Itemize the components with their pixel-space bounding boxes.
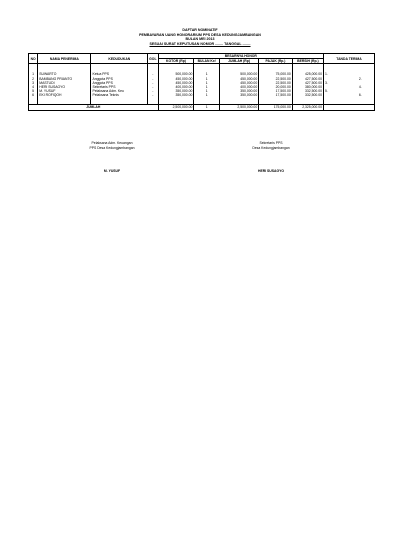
cell-jumlah: 350,000.00 (219, 93, 258, 97)
col-group-honor: BESARNYA HONOR (158, 54, 323, 59)
cell-pajak: 22,500.00 (259, 77, 293, 81)
total-row (29, 104, 375, 110)
total-kotor: 2,500,000.00 (158, 104, 194, 110)
cell-nama: M. YUSUF (38, 89, 91, 93)
cell-no: 2 (29, 77, 38, 81)
cell-nama: BAMBANG PRIANTO (38, 77, 91, 81)
cell-gol: - (148, 89, 158, 93)
cell-bulan: 1 (194, 72, 219, 76)
cell-jumlah: 450,000.00 (219, 77, 258, 81)
signature-left-name: M. YUSUF (103, 169, 121, 174)
cell-pajak: 75,000.00 (259, 72, 293, 76)
col-gol: GOL (148, 54, 158, 64)
cell-tt2: 2. (347, 77, 375, 81)
signature-right-title: Sekretaris PPS (259, 141, 283, 145)
cell-pajak: 17,500.00 (259, 93, 293, 97)
col-no: NO (29, 54, 38, 64)
cell-kedudukan: Pelaksana Teknis (91, 93, 148, 97)
total-jumlah: 2,500,000.00 (219, 104, 258, 110)
total-tanda-terima (324, 104, 375, 110)
cell-bulan: 1 (194, 93, 219, 97)
cell-jumlah: 500,000.00 (219, 72, 258, 76)
cell-kotor: 450,000.00 (158, 77, 194, 81)
cell-kotor: 350,000.00 (158, 93, 194, 97)
cell-pajak: 17,500.00 (259, 89, 293, 93)
cell-nama: HERI SUSAGYO (38, 85, 91, 89)
signature-left-title: Pelaksana Adm. Keuangan (91, 141, 133, 145)
cell-kotor: 350,000.00 (158, 89, 194, 93)
total-bulan: 1 (194, 104, 219, 110)
cell-pajak: 20,000.00 (259, 85, 293, 89)
cell-jumlah: 400,000.00 (219, 85, 258, 89)
cell-kotor: 450,000.00 (158, 81, 194, 85)
cell-tt2: 6. (347, 93, 375, 97)
total-pajak: 175,000.00 (259, 104, 293, 110)
doc-decree: SESUAI SURAT KEPUTUSAN NOMOR ........ TANGGAL ........ (149, 41, 251, 46)
cell-tt1: 1. (324, 72, 347, 76)
doc-period: BULAN MEI 2013 (185, 37, 215, 41)
cell-bulan: 1 (194, 85, 219, 89)
cell-kedudukan: Anggota PPS (91, 77, 148, 81)
cell-kedudukan: Sekretaris PPS (91, 85, 148, 89)
cell-pajak: 22,500.00 (259, 81, 293, 85)
cell-gol: - (148, 77, 158, 81)
cell-no: 3 (29, 81, 38, 85)
cell-kedudukan: Anggota PPS (91, 81, 148, 85)
cell-tt1: 3. (324, 81, 347, 85)
col-kotor: KOTOR (Rp) (158, 59, 194, 64)
cell-kedudukan: Ketua PPS (91, 72, 148, 76)
cell-no: 4 (29, 85, 38, 89)
cell-kedudukan: Pelaksana Adm. Keu (91, 89, 148, 93)
doc-title: DAFTAR NOMINATIF (182, 28, 218, 32)
cell-kotor: 500,000.00 (158, 72, 194, 76)
cell-bersih: 332,500.00 (292, 89, 323, 93)
col-pajak: PAJAK (Rp.) (259, 59, 293, 64)
cell-gol: - (148, 72, 158, 76)
signature-right (231, 141, 311, 174)
signature-right-name: HERI SUSAGYO (258, 169, 284, 174)
cell-no: 6 (29, 93, 38, 97)
cell-nama: MASTUDI (38, 81, 91, 85)
total-bersih: 2,325,000.00 (292, 104, 323, 110)
cell-nama: EKI ROFIQOH (38, 93, 91, 97)
cell-jumlah: 450,000.00 (219, 81, 258, 85)
cell-gol: - (148, 85, 158, 89)
cell-nama: SUWARTO (38, 72, 91, 76)
signature-left (72, 141, 152, 174)
cell-jumlah: 350,000.00 (219, 89, 258, 93)
cell-tt2: 4. (347, 85, 375, 89)
col-nama: NAMA PENERIMA (38, 54, 91, 64)
cell-no: 5 (29, 89, 38, 93)
doc-subtitle: PEMBAYARAN UANG HONORARIUM PPS DESA KEDUNGJAMBANGAN (139, 32, 261, 37)
cell-bersih: 427,500.00 (292, 81, 323, 85)
cell-no: 1 (29, 72, 38, 76)
cell-gol: - (148, 81, 158, 85)
honorarium-table (28, 53, 375, 111)
cell-tt1: 5. (324, 89, 347, 93)
cell-bulan: 1 (194, 81, 219, 85)
col-tanda-terima: TANDA TERIMA (324, 54, 375, 64)
cell-bersih: 380,000.00 (292, 85, 323, 89)
signature-left-org: PPS Desa Kedungjambangan (89, 145, 135, 150)
cell-bersih: 427,500.00 (292, 77, 323, 81)
cell-kotor: 400,000.00 (158, 85, 194, 89)
cell-bulan: 1 (194, 89, 219, 93)
cell-bersih: 332,500.00 (292, 93, 323, 97)
cell-bulan: 1 (194, 77, 219, 81)
col-jumlah: JUMLAH (Rp) (219, 59, 258, 64)
col-bersih: BERSIH (Rp.) (292, 59, 323, 64)
col-kedudukan: KEDUDUKAN (91, 54, 148, 64)
col-bulan: BULAN Ke/ (194, 59, 219, 64)
cell-bersih: 425,000.00 (292, 72, 323, 76)
signature-right-org: Desa Kedungjambangan (252, 145, 290, 150)
cell-gol: - (148, 93, 158, 97)
total-label: JUMLAH (29, 104, 159, 110)
